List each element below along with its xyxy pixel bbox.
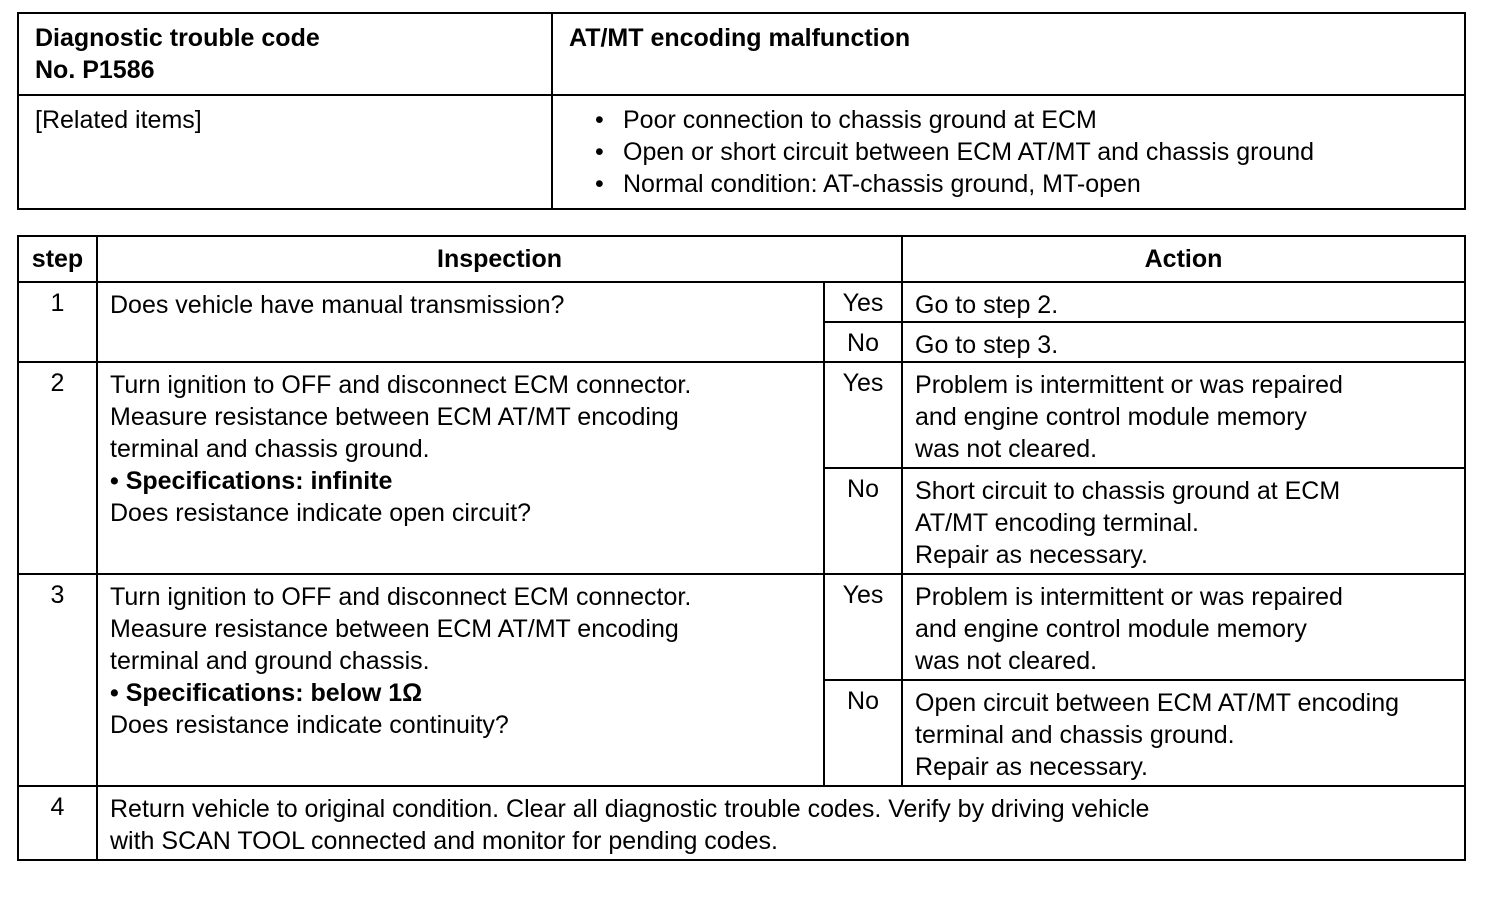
yes-label: Yes bbox=[824, 282, 902, 322]
related-items-label-cell bbox=[18, 95, 552, 209]
related-item: • Open or short circuit between ECM AT/MT and chassis ground bbox=[595, 138, 1315, 166]
dtc-title: AT/MT encoding malfunction bbox=[569, 24, 911, 52]
inspection-cell: Return vehicle to original condition. Clear all diagnostic trouble codes. Verify by driving vehicle with SCAN TOOL connected and monitor for pending codes. bbox=[97, 786, 1465, 860]
dtc-code-number: No. P1586 bbox=[35, 56, 155, 84]
no-label: No bbox=[824, 680, 902, 786]
step-number: 2 bbox=[18, 362, 97, 574]
specification: • Specifications: below 1Ω bbox=[110, 679, 423, 707]
bullet-icon: • bbox=[595, 170, 604, 198]
step-number: 1 bbox=[18, 282, 97, 362]
inspection-table bbox=[17, 235, 1466, 861]
no-label: No bbox=[824, 468, 902, 574]
table-header-row bbox=[18, 236, 1465, 282]
step-number: 3 bbox=[18, 574, 97, 786]
column-header-step: step bbox=[18, 236, 97, 282]
yes-label: Yes bbox=[824, 574, 902, 680]
table-row bbox=[18, 362, 1465, 468]
step-number: 4 bbox=[18, 786, 97, 860]
inspection-cell: Turn ignition to OFF and disconnect ECM connector. Measure resistance between ECM AT/MT encoding terminal and ground chassis. • Specifications: below 1Ω Does resistance indicate continuity? bbox=[97, 574, 824, 786]
bullet-icon: • bbox=[595, 106, 604, 134]
no-action: Short circuit to chassis ground at ECM AT/MT encoding terminal. Repair as necessary. bbox=[902, 468, 1465, 574]
yes-action: Problem is intermittent or was repaired and engine control module memory was not cleared. bbox=[902, 574, 1465, 680]
related-items-list bbox=[569, 104, 1450, 200]
related-item: • Normal condition: AT-chassis ground, MT-open bbox=[595, 170, 1141, 198]
yes-action: Problem is intermittent or was repaired and engine control module memory was not cleared. bbox=[902, 362, 1465, 468]
table-row bbox=[18, 786, 1465, 860]
table-row bbox=[18, 282, 1465, 322]
dtc-code-label: Diagnostic trouble code bbox=[35, 24, 320, 52]
inspection-cell: Does vehicle have manual transmission? bbox=[97, 282, 824, 362]
dtc-title-cell bbox=[552, 13, 1465, 95]
inspection-cell: Turn ignition to OFF and disconnect ECM connector. Measure resistance between ECM AT/MT encoding terminal and chassis ground. • Specifications: infinite Does resistance indicate open circuit? bbox=[97, 362, 824, 574]
dtc-code-cell bbox=[18, 13, 552, 95]
no-action: Open circuit between ECM AT/MT encoding terminal and chassis ground. Repair as necessary. bbox=[902, 680, 1465, 786]
related-item: • Poor connection to chassis ground at ECM bbox=[595, 106, 1097, 134]
related-items-cell bbox=[552, 95, 1465, 209]
inspection-question: Does resistance indicate continuity? bbox=[110, 711, 509, 739]
yes-label: Yes bbox=[824, 362, 902, 468]
yes-action: Go to step 2. bbox=[902, 282, 1465, 322]
dtc-header-table bbox=[17, 12, 1466, 210]
no-action: Go to step 3. bbox=[902, 322, 1465, 362]
table-row bbox=[18, 574, 1465, 680]
inspection-question: Does resistance indicate open circuit? bbox=[110, 499, 532, 527]
specification: • Specifications: infinite bbox=[110, 467, 393, 495]
column-header-action: Action bbox=[902, 236, 1465, 282]
no-label: No bbox=[824, 322, 902, 362]
related-items-label: [Related items] bbox=[35, 106, 202, 134]
bullet-icon: • bbox=[595, 138, 604, 166]
column-header-inspection: Inspection bbox=[97, 236, 902, 282]
